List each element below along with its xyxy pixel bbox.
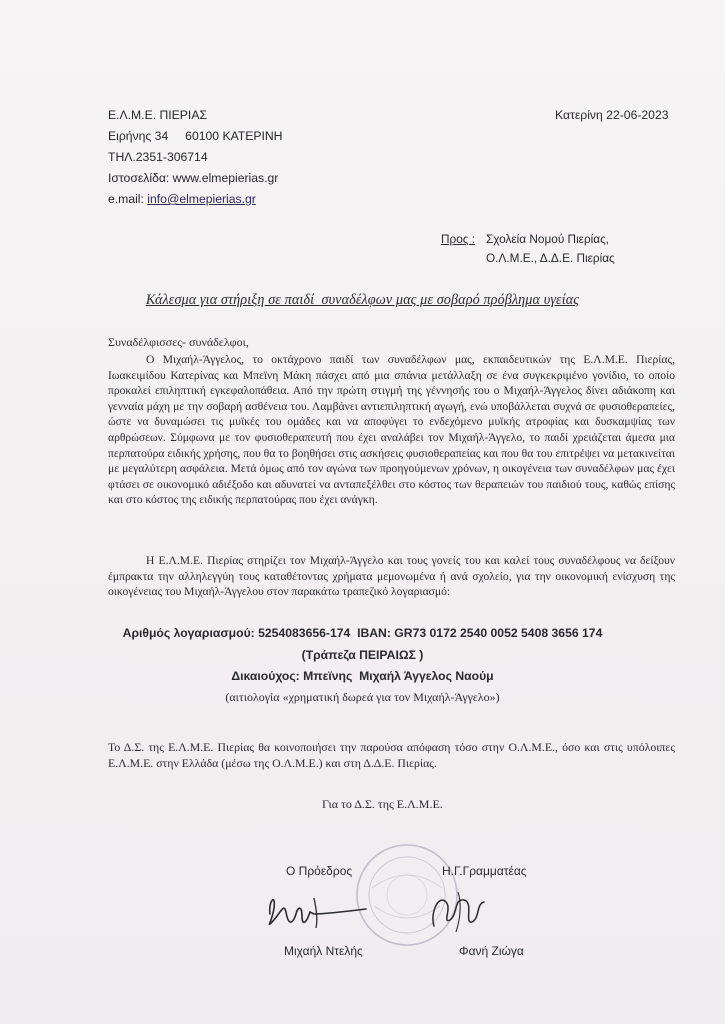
email-label: e.mail: [108, 192, 148, 206]
body-paragraph-2: Η Ε.Λ.Μ.Ε. Πιερίας στηρίζει τον Μιχαήλ-Άγγελο και τους γονείς του και καλεί τους συναδέλφους να δείξουν έμπρακτα την αλληλεγγύη τους καταθέτοντας χρήματα μεμονωμένα ή ανά σχολείο, για την οικονομική ενίσχυση της οικογένειας του Μιχαήλ-Άγγελου στον παρακάτω τραπεζικό λογαριασμό: [108, 554, 675, 599]
president-role: Ο Πρόεδρος [286, 864, 353, 878]
org-address: Ειρήνης 34 60100 ΚΑΤΕΡΙΝΗ [108, 129, 283, 143]
president-name: Μιχαήλ Ντελής [284, 944, 363, 958]
bank-beneficiary: Δικαιούχος: Μπεϊνης Μιχαήλ Άγγελος Ναούμ [231, 669, 494, 683]
org-website: Ιστοσελίδα: www.elmepierias.gr [108, 171, 279, 185]
email-link[interactable]: info@elmepierias.gr [147, 192, 256, 206]
recipients-line-2: Ο.Λ.Μ.Ε., Δ.Δ.Ε. Πιερίας [486, 251, 615, 265]
greeting: Συναδέλφισσες- συνάδελφοι, [108, 335, 249, 349]
bank-account: Αριθμός λογαριασμού: 5254083656-174 IBAN: GR73 0172 2540 0052 5408 3656 174 [122, 626, 603, 640]
org-name: Ε.Λ.Μ.Ε. ΠΙΕΡΙΑΣ [108, 108, 207, 122]
org-phone: ΤΗΛ.2351-306714 [108, 150, 208, 164]
org-email-line [108, 192, 256, 206]
secretary-role: Η.Γ.Γραμματέας [442, 864, 527, 878]
recipients-line-1: Σχολεία Νομού Πιερίας, [486, 232, 610, 246]
body-paragraph-3: Το Δ.Σ. της Ε.Λ.Μ.Ε. Πιερίας θα κοινοποιήσει την παρούσα απόφαση τόσο στην Ο.Λ.Μ.Ε., όσο και στις υπόλοιπες Ε.Λ.Μ.Ε. στην Ελλάδα (μέσω της Ο.Λ.Μ.Ε.) και στη Δ.Δ.Ε. Πιερίας. [108, 740, 675, 770]
bank-name: (Τράπεζα ΠΕΙΡΑΙΩΣ ) [301, 648, 424, 662]
president-signature-icon [262, 884, 372, 939]
bank-note: (αιτιολογία «χρηματική δωρεά για τον Μιχαήλ-Άγγελο») [225, 690, 500, 704]
document-title: Κάλεσμα για στήριξη σε παιδί συναδέλφων μας με σοβαρό πρόβλημα υγείας [145, 292, 580, 308]
document-date: Κατερίνη 22-06-2023 [555, 108, 669, 122]
secretary-signature-icon [424, 884, 494, 939]
body-paragraph-1: Ο Μιχαήλ-Άγγελος, το οκτάχρονο παιδί των συναδέλφων μας, εκπαιδευτικών της Ε.Λ.Μ.Ε. Πιερίας, Ιωακειμίδου Κατερίνας και Μπεϊνη Μάκη πάσχει από μια σπάνια μετάλλαξη σε ένα συγκεκριμένο γονίδιο, το οποίο προκαλεί επιληπτική εγκεφαλοπάθεια. Από την πρώτη στιγμή της γέννησής του ο Μιχαήλ-Άγγελος δίνει αδιάκοπη και γενναία μάχη με την σοβαρή ασθένεια του. Λαμβάνει αντιεπιληπτική αγωγή, ενώ υποβάλλεται συχνά σε φυσιοθεραπείες, ώστε να δυναμώσει τις μυϊκές του ομάδες και να αποφύγει το ενδεχόμενο μυϊκής ατροφίας και δυσκαμψίας των αρθρώσεων. Σύμφωνα με τον φυσιοθεραπευτή που έχει αναλάβει τον Μιχαήλ-Άγγελο, το παιδί χρειάζεται άμεσα μια περπατούρα ειδικής χρήσης, που θα το βοηθήσει στις ασκήσεις φυσιοθεραπείας και που θα του επιτρέψει να μετακινείται με μεγαλύτερη ασφάλεια. Μετά όμως από τον αγώνα των προηγούμενων χρόνων, η οικογένεια των συναδέλφων μας έχει φτάσει σε οικονομικό αδιέξοδο και αδυνατεί να ανταπεξέλθει στο κόστος των θεραπειών του παιδιού τους, καθώς επίσης και στο κόστος της ειδικής περπατούρας που έχει ανάγκη. [108, 353, 675, 507]
secretary-name: Φανή Ζιώγα [459, 944, 524, 958]
closing-line: Για το Δ.Σ. της Ε.Λ.Μ.Ε. [322, 797, 443, 811]
recipients-label: Προς : [441, 232, 476, 246]
